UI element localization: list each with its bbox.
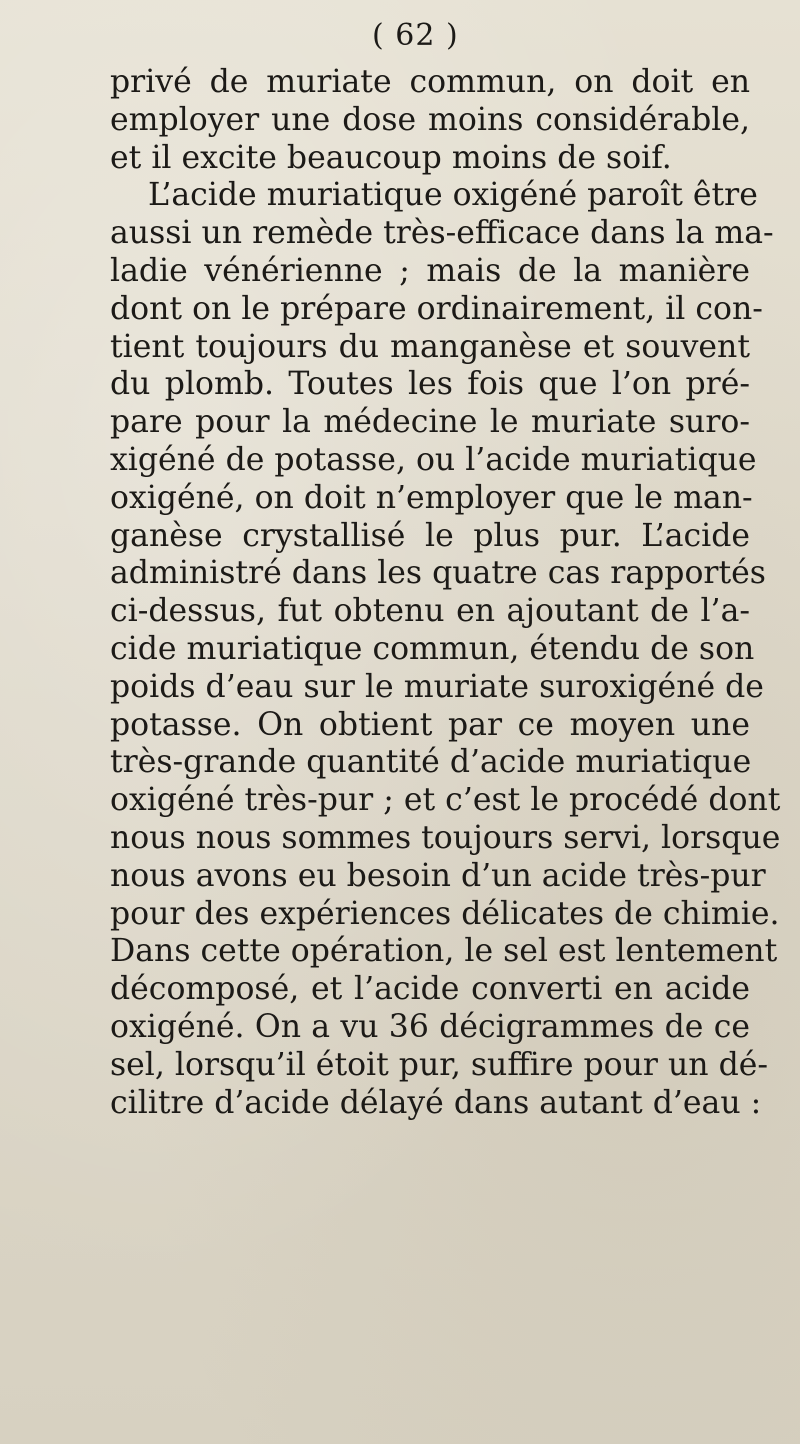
body-text <box>110 64 781 1122</box>
text-line: ci-dessus, fut obtenu en ajoutant de l’a- <box>110 593 750 630</box>
text-line: oxigéné. On a vu 36 décigrammes de ce <box>110 1008 750 1045</box>
text-line: nous nous sommes toujours servi, lorsque <box>110 819 781 856</box>
text-line: Dans cette opération, le sel est lentement <box>110 933 778 970</box>
text-line: cilitre d’acide délayé dans autant d’eau : <box>110 1084 762 1121</box>
text-line: privé de muriate commun, on doit en <box>110 64 750 100</box>
text-line: décomposé, et l’acide converti en acide <box>110 971 750 1008</box>
text-line: dont on le prépare ordinairement, il con- <box>110 290 763 327</box>
text-line: oxigéné très-pur ; et c’est le procédé dont <box>110 782 781 819</box>
page-number: ( 62 ) <box>372 18 459 53</box>
text-line: très-grande quantité d’acide muriatique <box>110 744 752 781</box>
text-line: xigéné de potasse, ou l’acide muriatique <box>110 441 757 478</box>
text-line: poids d’eau sur le muriate suroxigéné de <box>110 668 764 705</box>
text-line: employer une dose moins considérable, <box>110 101 750 138</box>
text-line: cide muriatique commun, étendu de son <box>110 630 755 667</box>
text-line: administré dans les quatre cas rapportés <box>110 555 766 592</box>
text-line: du plomb. Toutes les fois que l’on pré- <box>110 366 750 403</box>
text-line: pour des expériences délicates de chimie. <box>110 895 780 932</box>
text-line: ladie vénérienne ; mais de la manière <box>110 252 750 289</box>
text-line: ganèse crystallisé le plus pur. L’acide <box>110 517 750 554</box>
text-line: L’acide muriatique oxigéné paroît être <box>148 177 758 214</box>
text-line: pare pour la médecine le muriate suro- <box>110 404 750 441</box>
text-line: potasse. On obtient par ce moyen une <box>110 706 750 743</box>
text-line: oxigéné, on doit n’employer que le man- <box>110 479 753 516</box>
text-line: aussi un remède très-efficace dans la ma- <box>110 215 774 252</box>
text-line: nous avons eu besoin d’un acide très-pur <box>110 857 766 894</box>
text-line: tient toujours du manganèse et souvent <box>110 328 750 365</box>
text-line: et il excite beaucoup moins de soif. <box>110 139 672 176</box>
text-line: sel, lorsqu’il étoit pur, suffire pour un dé- <box>110 1046 769 1083</box>
